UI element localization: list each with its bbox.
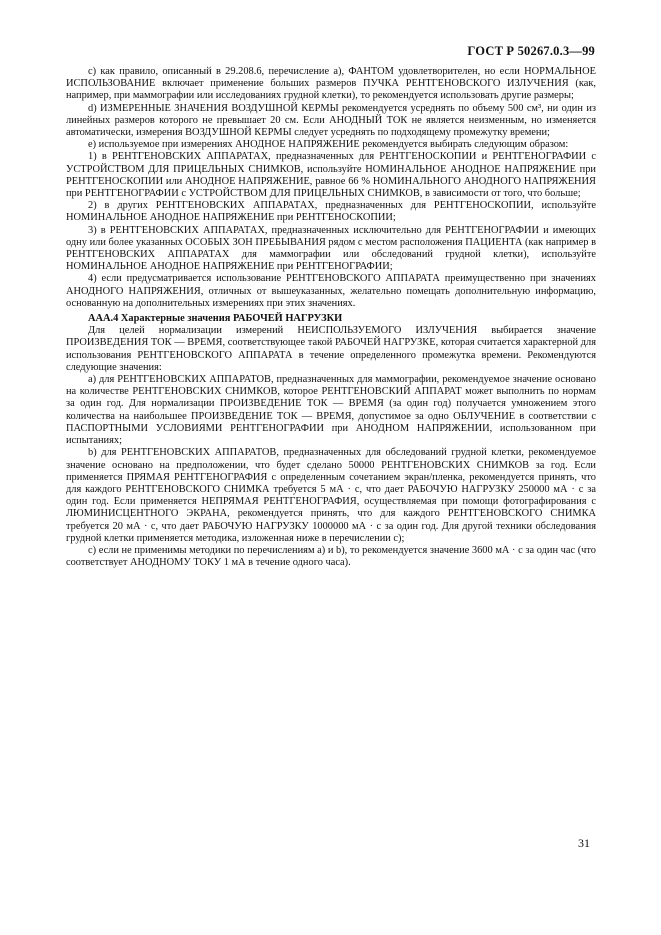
subsection-title: AAA.4 Характерные значения РАБОЧЕЙ НАГРУЗКИ [88,313,343,325]
document-header: ГОСТ Р 50267.0.3—99 [467,44,595,58]
paragraph-a: а) для РЕНТГЕНОВСКИХ АППАРАТОВ, предназначенных для маммографии, рекомендуемое значение основано на количестве РЕНТГЕНОВСКИХ СНИМКОВ, которое РЕНТГЕНОВСКИЙ АППАРАТ может выполнить по нормам за один год. Для нормализации ПРОИЗВЕДЕНИЕ ТОК — ВРЕМЯ (за один год) получается умножением этого количества на наибольшее ПРОИЗВЕДЕНИЕ ТОК — ВРЕМЯ, допустимое за одно ОБЛУЧЕНИЕ в соответствии с ПАСПОРТНЫМИ УСЛОВИЯМИ РЕНТГЕНОГРАФИИ при АНОДНОМ НАПРЯЖЕНИИ, использованном при испытаниях; [66,374,596,447]
list-item-4: 4) если предусматривается использование РЕНТГЕНОВСКОГО АППАРАТА преимущественно при значениях АНОДНОГО НАПРЯЖЕНИЯ, отличных от вышеуказанных, желательно помещать дополнительную информацию, основанную на дополнительных измерениях при этих значениях. [66,273,596,309]
paragraph-b: b) для РЕНТГЕНОВСКИХ АППАРАТОВ, предназначенных для обследований грудной клетки, рекомендуемое значение основано на предположении, что будет сделано 50000 РЕНТГЕНОВСКИХ СНИМКОВ за год. Если применяется ПРЯМАЯ РЕНТГЕНОГРАФИЯ с определенным сочетанием экран/пленка, рекомендуется принять, что для каждого РЕНТГЕНОВСКОГО СНИМКА требуется 5 мА · с, что дает РАБОЧУЮ НАГРУЗКУ 250000 мА · с за один год. Если применяется НЕПРЯМАЯ РЕНТГЕНОГРАФИЯ, осуществляемая при помощи фотографирования с ЛЮМИНИСЦЕНТНОГО ЭКРАНА, рекомендуется принять, что для каждого РЕНТГЕНОВСКОГО СНИМКА требуется 20 мА · с, что дает РАБОЧУЮ НАГРУЗКУ 1000000 мА · с за один год. Для другой техники обследования грудной клетки применяется методика, изложенная ниже в перечислении с); [66,447,596,544]
list-item-2: 2) в других РЕНТГЕНОВСКИХ АППАРАТАХ, предназначенных для РЕНТГЕНОСКОПИИ, используйте НОМИНАЛЬНОЕ АНОДНОЕ НАПРЯЖЕНИЕ при РЕНТГЕНОСКОПИИ; [66,200,596,224]
page-number: 31 [578,836,590,850]
paragraph-d: d) ИЗМЕРЕННЫЕ ЗНАЧЕНИЯ ВОЗДУШНОЙ КЕРМЫ рекомендуется усреднять по объему 500 см³, ни один из линейных размеров которого не превышает 20 см. Если АНОДНЫЙ ТОК не является неизменным, но изменяется автоматически, измерения ВОЗДУШНОЙ КЕРМЫ следует усреднять по подходящему промежутку времени; [66,102,596,139]
paragraph-intro: Для целей нормализации измерений НЕИСПОЛЬЗУЕМОГО ИЗЛУЧЕНИЯ выбирается значение ПРОИЗВЕДЕНИЯ ТОК — ВРЕМЯ, соответствующее такой РАБОЧЕЙ НАГРУЗКЕ, которая считается характерной для использования РЕНТГЕНОВСКОГО АППАРАТА в течение определенного промежутка времени. Рекомендуются следующие значения: [66,325,596,373]
list-item-1: 1) в РЕНТГЕНОВСКИХ АППАРАТАХ, предназначенных для РЕНТГЕНОСКОПИИ и РЕНТГЕНОГРАФИИ с УСТРОЙСТВОМ ДЛЯ ПРИЦЕЛЬНЫХ СНИМКОВ, используйте НОМИНАЛЬНОЕ АНОДНОЕ НАПРЯЖЕНИЕ при РЕНТГЕНОСКОПИИ или АНОДНОЕ НАПРЯЖЕНИЕ, равное 66 % НОМИНАЛЬНОГО АНОДНОГО НАПРЯЖЕНИЯ при РЕНТГЕНОГРАФИИ с УСТРОЙСТВОМ ДЛЯ ПРИЦЕЛЬНЫХ СНИМКОВ, в зависимости от того, что больше; [66,151,596,200]
document-body [66,66,596,569]
list-item-3: 3) в РЕНТГЕНОВСКИХ АППАРАТАХ, предназначенных исключительно для РЕНТГЕНОГРАФИИ и имеющих одну или более указанных ОСОБЫХ ЗОН ПРЕБЫВАНИЯ рядом с местом расположения ПАЦИЕНТА (как например в РЕНТГЕНОВСКИХ АППАРАТАХ для маммографии или обследований грудной клетки), используйте НОМИНАЛЬНОЕ АНОДНОЕ НАПРЯЖЕНИЕ при РЕНТГЕНОГРАФИИ; [66,224,596,273]
paragraph-e: e) используемое при измерениях АНОДНОЕ НАПРЯЖЕНИЕ рекомендуется выбирать следующим образом: [88,139,569,151]
paragraph-c: c) как правило, описанный в 29.208.6, перечисление а), ФАНТОМ удовлетворителен, но если НОРМАЛЬНОЕ ИСПОЛЬЗОВАНИЕ включает применение больших размеров ПУЧКА РЕНТГЕНОВСКОГО ИЗЛУЧЕНИЯ (как, например, при маммографии или исследованиях грудной клетки), то рекомендуется использовать другие размеры; [66,66,596,102]
paragraph-c2: с) если не применимы методики по перечислениям а) и b), то рекомендуется значение 3600 мА · с за один час (что соответствует АНОДНОМУ ТОКУ 1 мА в течение одного часа). [66,544,596,569]
